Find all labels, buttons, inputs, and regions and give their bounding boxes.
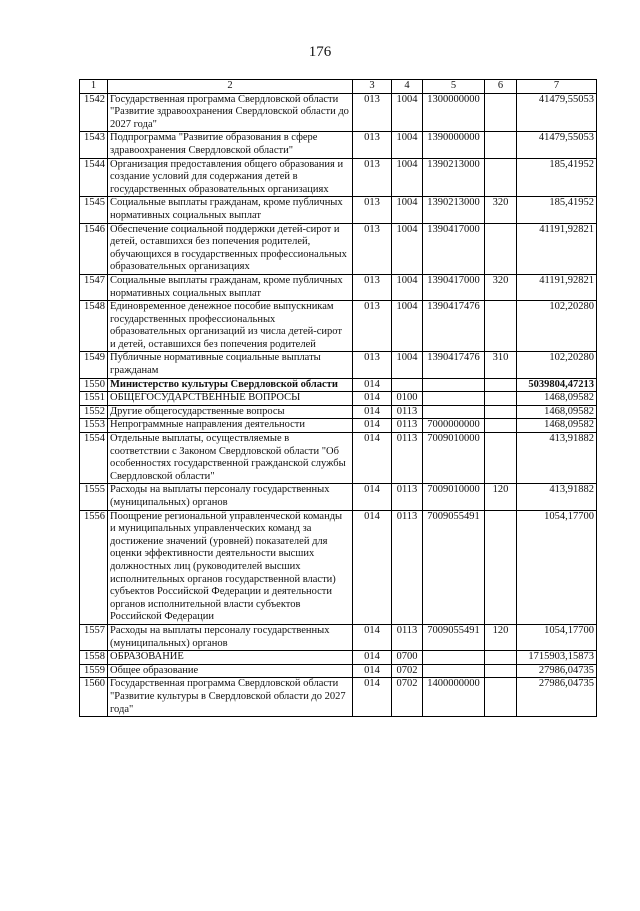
- table-row: [80, 664, 597, 678]
- table-row: [80, 392, 597, 406]
- row-amount: 413,91882: [517, 433, 597, 484]
- row-ministry-code: 014: [353, 664, 392, 678]
- row-expense-type: [485, 433, 517, 484]
- row-name: Социальные выплаты гражданам, кроме публичных нормативных социальных выплат: [108, 197, 353, 223]
- row-number: 1543: [80, 132, 108, 158]
- row-target-code: [423, 651, 485, 665]
- row-section-code: 0700: [392, 651, 423, 665]
- column-header: 4: [392, 80, 423, 94]
- row-expense-type: [485, 132, 517, 158]
- table-row: [80, 223, 597, 274]
- row-expense-type: [485, 378, 517, 392]
- row-ministry-code: 013: [353, 158, 392, 197]
- page-number: 176: [308, 44, 332, 60]
- row-target-code: [423, 392, 485, 406]
- row-amount: 1468,09582: [517, 405, 597, 419]
- row-number: 1550: [80, 378, 108, 392]
- row-section-code: 1004: [392, 301, 423, 352]
- row-number: 1558: [80, 651, 108, 665]
- column-header: 3: [353, 80, 392, 94]
- row-section-code: 1004: [392, 223, 423, 274]
- row-ministry-code: 014: [353, 510, 392, 624]
- row-target-code: 7009010000: [423, 484, 485, 510]
- row-section-code: 0113: [392, 624, 423, 650]
- row-expense-type: [485, 405, 517, 419]
- row-expense-type: [485, 678, 517, 717]
- row-ministry-code: 014: [353, 678, 392, 717]
- row-ministry-code: 013: [353, 223, 392, 274]
- row-target-code: 7009055491: [423, 510, 485, 624]
- row-amount: 102,20280: [517, 301, 597, 352]
- row-number: 1547: [80, 274, 108, 300]
- row-name: Общее образование: [108, 664, 353, 678]
- row-expense-type: 320: [485, 197, 517, 223]
- row-number: 1553: [80, 419, 108, 433]
- row-target-code: 1390417476: [423, 301, 485, 352]
- row-ministry-code: 014: [353, 433, 392, 484]
- row-section-code: 0702: [392, 678, 423, 717]
- row-ministry-code: 013: [353, 197, 392, 223]
- row-amount: 1468,09582: [517, 419, 597, 433]
- row-target-code: 1390417000: [423, 223, 485, 274]
- row-number: 1544: [80, 158, 108, 197]
- row-number: 1559: [80, 664, 108, 678]
- row-ministry-code: 014: [353, 484, 392, 510]
- table-row: [80, 651, 597, 665]
- column-header: 5: [423, 80, 485, 94]
- row-name: Государственная программа Свердловской области "Развитие здравоохранения Свердловской области до 2027 года": [108, 93, 353, 132]
- table-row: [80, 132, 597, 158]
- table-row: [80, 301, 597, 352]
- row-section-code: 1004: [392, 274, 423, 300]
- column-header: 2: [108, 80, 353, 94]
- row-expense-type: 120: [485, 624, 517, 650]
- row-name: Министерство культуры Свердловской области: [108, 378, 353, 392]
- row-expense-type: [485, 419, 517, 433]
- row-section-code: 0113: [392, 510, 423, 624]
- table-body: [80, 93, 597, 717]
- row-amount: 27986,04735: [517, 678, 597, 717]
- table-row: [80, 158, 597, 197]
- row-name: Обеспечение социальной поддержки детей-сирот и детей, оставшихся без попечения родителей, обучающихся в государственных профессиональных образовательных организациях: [108, 223, 353, 274]
- row-ministry-code: 014: [353, 651, 392, 665]
- column-header: 7: [517, 80, 597, 94]
- table-row: [80, 93, 597, 132]
- row-amount: 413,91882: [517, 484, 597, 510]
- row-amount: 185,41952: [517, 197, 597, 223]
- row-ministry-code: 014: [353, 624, 392, 650]
- row-amount: 185,41952: [517, 158, 597, 197]
- row-expense-type: [485, 223, 517, 274]
- row-expense-type: [485, 301, 517, 352]
- row-amount: 41479,55053: [517, 132, 597, 158]
- row-ministry-code: 014: [353, 392, 392, 406]
- row-target-code: 1390417000: [423, 274, 485, 300]
- row-expense-type: 120: [485, 484, 517, 510]
- row-section-code: 1004: [392, 197, 423, 223]
- column-header: 1: [80, 80, 108, 94]
- row-target-code: 1390417476: [423, 352, 485, 378]
- column-header: 6: [485, 80, 517, 94]
- row-name: Единовременное денежное пособие выпускникам государственных профессиональных образовательных организаций из числа детей-сирот и детей, оставшихся без попечения родителей: [108, 301, 353, 352]
- row-amount: 102,20280: [517, 352, 597, 378]
- row-amount: 41191,92821: [517, 223, 597, 274]
- row-target-code: 7009010000: [423, 433, 485, 484]
- table-row: [80, 624, 597, 650]
- row-name: Расходы на выплаты персоналу государственных (муниципальных) органов: [108, 624, 353, 650]
- row-expense-type: [485, 392, 517, 406]
- row-section-code: 1004: [392, 352, 423, 378]
- header-row: [80, 80, 597, 94]
- row-name: Подпрограмма "Развитие образования в сфере здравоохранения Свердловской области": [108, 132, 353, 158]
- row-number: 1554: [80, 433, 108, 484]
- row-ministry-code: 013: [353, 352, 392, 378]
- row-target-code: [423, 664, 485, 678]
- row-name: ОБРАЗОВАНИЕ: [108, 651, 353, 665]
- row-name: ОБЩЕГОСУДАРСТВЕННЫЕ ВОПРОСЫ: [108, 392, 353, 406]
- row-amount: 1054,17700: [517, 624, 597, 650]
- table-row: [80, 419, 597, 433]
- row-expense-type: [485, 664, 517, 678]
- row-name: Расходы на выплаты персоналу государственных (муниципальных) органов: [108, 484, 353, 510]
- row-target-code: [423, 378, 485, 392]
- table-row: [80, 405, 597, 419]
- row-amount: 1715903,15873: [517, 651, 597, 665]
- row-target-code: 7009055491: [423, 624, 485, 650]
- row-expense-type: [485, 93, 517, 132]
- row-name: Государственная программа Свердловской области "Развитие культуры в Свердловской области до 2027 года": [108, 678, 353, 717]
- row-section-code: 1004: [392, 132, 423, 158]
- row-ministry-code: 014: [353, 405, 392, 419]
- row-target-code: 1390213000: [423, 158, 485, 197]
- row-name: Публичные нормативные социальные выплаты гражданам: [108, 352, 353, 378]
- row-number: 1552: [80, 405, 108, 419]
- row-name: Непрограммные направления деятельности: [108, 419, 353, 433]
- row-expense-type: [485, 651, 517, 665]
- row-ministry-code: 013: [353, 301, 392, 352]
- row-number: 1545: [80, 197, 108, 223]
- row-expense-type: 310: [485, 352, 517, 378]
- row-number: 1556: [80, 510, 108, 624]
- row-number: 1557: [80, 624, 108, 650]
- row-expense-type: 320: [485, 274, 517, 300]
- row-name: Поощрение региональной управленческой команды и муниципальных управленческих команд за достижение значений (уровней) показателей для оценки эффективности деятельности высших должностных лиц (руководителей высших исполнительных органов государственной власти) субъектов Российской Федерации и деятельности органов исполнительной власти субъектов Российской Федерации: [108, 510, 353, 624]
- row-number: 1546: [80, 223, 108, 274]
- row-name: Организация предоставления общего образования и создание условий для содержания детей в государственных образовательных организациях: [108, 158, 353, 197]
- row-name: Социальные выплаты гражданам, кроме публичных нормативных социальных выплат: [108, 274, 353, 300]
- row-target-code: 1390000000: [423, 132, 485, 158]
- row-number: 1549: [80, 352, 108, 378]
- row-amount: 27986,04735: [517, 664, 597, 678]
- table-row: [80, 197, 597, 223]
- budget-table: [79, 79, 597, 717]
- row-number: 1542: [80, 93, 108, 132]
- row-expense-type: [485, 510, 517, 624]
- row-section-code: 0113: [392, 419, 423, 433]
- row-amount: 1054,17700: [517, 510, 597, 624]
- row-section-code: 0113: [392, 484, 423, 510]
- row-number: 1548: [80, 301, 108, 352]
- table-row: [80, 378, 597, 392]
- table-row: [80, 433, 597, 484]
- row-ministry-code: 013: [353, 132, 392, 158]
- row-name: Другие общегосударственные вопросы: [108, 405, 353, 419]
- row-amount: 41191,92821: [517, 274, 597, 300]
- row-section-code: [392, 378, 423, 392]
- table-row: [80, 510, 597, 624]
- row-amount: 5039804,47213: [517, 378, 597, 392]
- row-number: 1560: [80, 678, 108, 717]
- row-number: 1555: [80, 484, 108, 510]
- table-row: [80, 484, 597, 510]
- row-ministry-code: 014: [353, 419, 392, 433]
- row-section-code: 0702: [392, 664, 423, 678]
- row-section-code: 1004: [392, 158, 423, 197]
- row-target-code: [423, 405, 485, 419]
- row-ministry-code: 013: [353, 274, 392, 300]
- row-name: Отдельные выплаты, осуществляемые в соответствии с Законом Свердловской области "Об особенностях государственной гражданской службы Свердловской области": [108, 433, 353, 484]
- row-section-code: 1004: [392, 93, 423, 132]
- row-section-code: 0113: [392, 433, 423, 484]
- row-expense-type: [485, 158, 517, 197]
- row-ministry-code: 013: [353, 93, 392, 132]
- table-row: [80, 352, 597, 378]
- row-target-code: 1400000000: [423, 678, 485, 717]
- row-ministry-code: 014: [353, 378, 392, 392]
- row-amount: 41479,55053: [517, 93, 597, 132]
- table-row: [80, 274, 597, 300]
- row-target-code: 1300000000: [423, 93, 485, 132]
- row-amount: 1468,09582: [517, 392, 597, 406]
- row-target-code: 1390213000: [423, 197, 485, 223]
- row-section-code: 0100: [392, 392, 423, 406]
- row-target-code: 7000000000: [423, 419, 485, 433]
- row-number: 1551: [80, 392, 108, 406]
- row-section-code: 0113: [392, 405, 423, 419]
- table-row: [80, 678, 597, 717]
